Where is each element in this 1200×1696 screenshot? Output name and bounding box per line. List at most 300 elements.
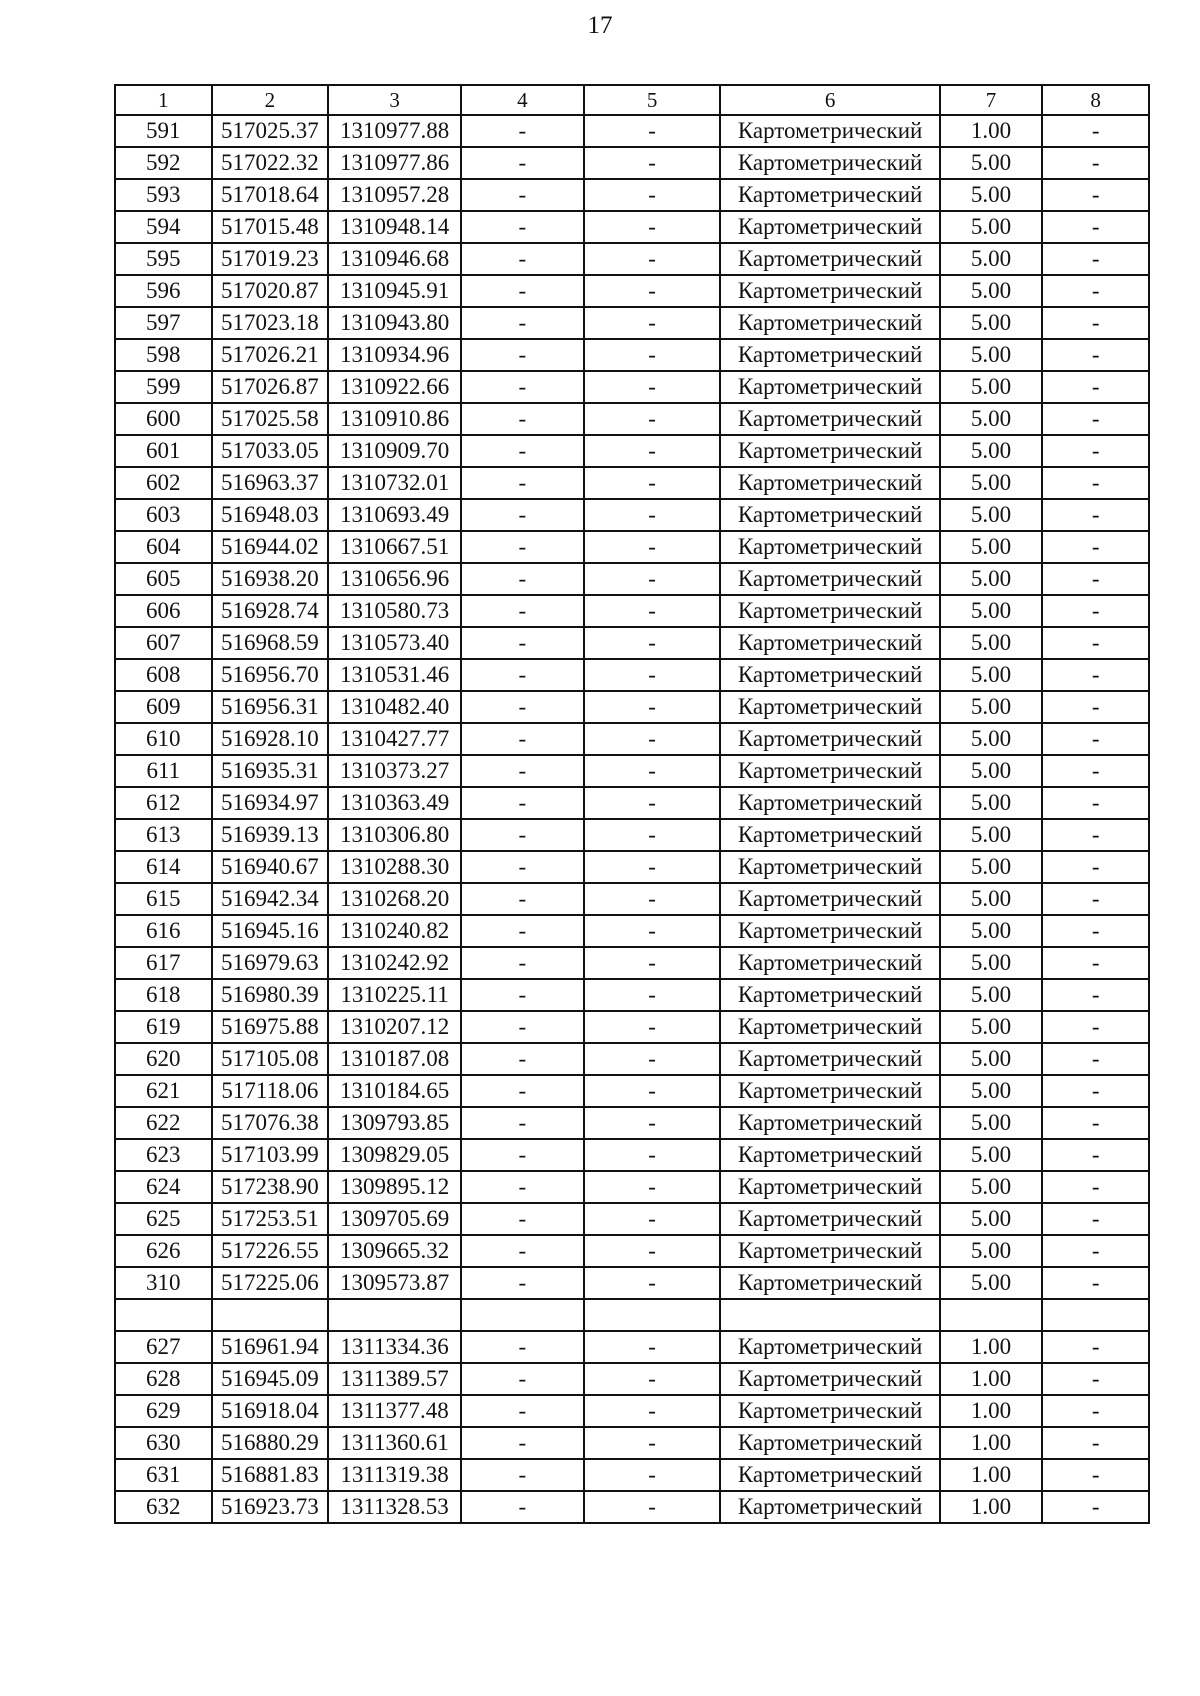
table-row (115, 1427, 1149, 1459)
col8-cell: - (1042, 1267, 1149, 1299)
x-coordinate-cell: 516918.04 (212, 1395, 329, 1427)
method-cell: Картометрический (720, 595, 939, 627)
point-number-cell: 613 (115, 819, 212, 851)
col4-cell: - (461, 403, 584, 435)
point-number-cell: 599 (115, 371, 212, 403)
x-coordinate-cell: 517118.06 (212, 1075, 329, 1107)
accuracy-cell: 5.00 (940, 1011, 1043, 1043)
point-number-cell: 618 (115, 979, 212, 1011)
col5-cell: - (584, 1491, 721, 1523)
point-number-cell: 612 (115, 787, 212, 819)
col4-cell: - (461, 1235, 584, 1267)
y-coordinate-cell: 1309665.32 (328, 1235, 461, 1267)
col5-cell: - (584, 1043, 721, 1075)
method-cell: Картометрический (720, 787, 939, 819)
col8-cell: - (1042, 1011, 1149, 1043)
y-coordinate-cell: 1310240.82 (328, 915, 461, 947)
col5-cell: - (584, 211, 721, 243)
accuracy-cell: 5.00 (940, 531, 1043, 563)
method-cell: Картометрический (720, 819, 939, 851)
method-cell: Картометрический (720, 1363, 939, 1395)
x-coordinate-cell: 517026.21 (212, 339, 329, 371)
col8-cell: - (1042, 1203, 1149, 1235)
accuracy-cell: 5.00 (940, 275, 1043, 307)
x-coordinate-cell: 516934.97 (212, 787, 329, 819)
accuracy-cell: 5.00 (940, 1107, 1043, 1139)
table-row (115, 883, 1149, 915)
accuracy-cell: 5.00 (940, 1235, 1043, 1267)
col8-cell: - (1042, 819, 1149, 851)
x-coordinate-cell: 517018.64 (212, 179, 329, 211)
accuracy-cell: 5.00 (940, 851, 1043, 883)
method-cell: Картометрический (720, 723, 939, 755)
col5-cell: - (584, 723, 721, 755)
method-cell: Картометрический (720, 691, 939, 723)
accuracy-cell: 5.00 (940, 243, 1043, 275)
table-row (115, 435, 1149, 467)
method-cell: Картометрический (720, 179, 939, 211)
method-cell: Картометрический (720, 211, 939, 243)
accuracy-cell: 1.00 (940, 1427, 1043, 1459)
col8-cell: - (1042, 787, 1149, 819)
x-coordinate-cell: 517033.05 (212, 435, 329, 467)
accuracy-cell: 1.00 (940, 1395, 1043, 1427)
y-coordinate-cell: 1310943.80 (328, 307, 461, 339)
y-coordinate-cell: 1311377.48 (328, 1395, 461, 1427)
table-row (115, 179, 1149, 211)
y-coordinate-cell: 1309895.12 (328, 1171, 461, 1203)
table-row (115, 403, 1149, 435)
x-coordinate-cell: 517025.37 (212, 115, 329, 147)
x-coordinate-cell: 516948.03 (212, 499, 329, 531)
point-number-cell: 622 (115, 1107, 212, 1139)
col4-cell: - (461, 1011, 584, 1043)
y-coordinate-cell: 1311389.57 (328, 1363, 461, 1395)
col5-cell: - (584, 115, 721, 147)
col4-cell: - (461, 755, 584, 787)
accuracy-cell: 5.00 (940, 403, 1043, 435)
accuracy-cell: 5.00 (940, 979, 1043, 1011)
col5-cell (584, 1299, 721, 1331)
x-coordinate-cell: 516881.83 (212, 1459, 329, 1491)
method-cell: Картометрический (720, 659, 939, 691)
table-body (115, 115, 1149, 1523)
accuracy-cell: 5.00 (940, 211, 1043, 243)
col8-cell: - (1042, 1491, 1149, 1523)
col4-cell: - (461, 243, 584, 275)
method-cell: Картометрический (720, 115, 939, 147)
col5-cell: - (584, 339, 721, 371)
x-coordinate-cell: 516942.34 (212, 883, 329, 915)
point-number-cell: 591 (115, 115, 212, 147)
y-coordinate-cell: 1309573.87 (328, 1267, 461, 1299)
accuracy-cell: 5.00 (940, 467, 1043, 499)
method-cell: Картометрический (720, 1107, 939, 1139)
accuracy-cell: 5.00 (940, 1267, 1043, 1299)
x-coordinate-cell: 517105.08 (212, 1043, 329, 1075)
accuracy-cell: 5.00 (940, 595, 1043, 627)
point-number-cell: 596 (115, 275, 212, 307)
col8-cell: - (1042, 1075, 1149, 1107)
x-coordinate-cell: 517026.87 (212, 371, 329, 403)
table-row (115, 1491, 1149, 1523)
x-coordinate-cell: 516980.39 (212, 979, 329, 1011)
method-cell: Картометрический (720, 1075, 939, 1107)
col8-cell: - (1042, 1427, 1149, 1459)
col5-cell: - (584, 1171, 721, 1203)
point-number-cell: 621 (115, 1075, 212, 1107)
x-coordinate-cell: 516944.02 (212, 531, 329, 563)
point-number-cell: 594 (115, 211, 212, 243)
accuracy-cell: 5.00 (940, 147, 1043, 179)
col8-cell: - (1042, 211, 1149, 243)
col8-cell: - (1042, 947, 1149, 979)
col4-cell: - (461, 1043, 584, 1075)
y-coordinate-cell: 1310909.70 (328, 435, 461, 467)
point-number-cell: 604 (115, 531, 212, 563)
table-row (115, 115, 1149, 147)
x-coordinate-cell: 516956.31 (212, 691, 329, 723)
y-coordinate-cell: 1310667.51 (328, 531, 461, 563)
y-coordinate-cell: 1310373.27 (328, 755, 461, 787)
col5-cell: - (584, 1075, 721, 1107)
point-number-cell: 617 (115, 947, 212, 979)
table-row (115, 339, 1149, 371)
method-cell: Картометрический (720, 371, 939, 403)
y-coordinate-cell: 1310732.01 (328, 467, 461, 499)
col5-cell: - (584, 467, 721, 499)
col5-cell: - (584, 243, 721, 275)
y-coordinate-cell: 1310945.91 (328, 275, 461, 307)
y-coordinate-cell: 1309793.85 (328, 1107, 461, 1139)
point-number-cell: 601 (115, 435, 212, 467)
col4-cell: - (461, 115, 584, 147)
accuracy-cell: 5.00 (940, 307, 1043, 339)
method-cell: Картометрический (720, 915, 939, 947)
table-row (115, 755, 1149, 787)
method-cell: Картометрический (720, 1427, 939, 1459)
method-cell: Картометрический (720, 1139, 939, 1171)
point-number-cell: 630 (115, 1427, 212, 1459)
col8-cell: - (1042, 563, 1149, 595)
y-coordinate-cell: 1310363.49 (328, 787, 461, 819)
table-header-row (115, 85, 1149, 115)
point-number-cell: 605 (115, 563, 212, 595)
col8-cell (1042, 1299, 1149, 1331)
col5-cell: - (584, 1363, 721, 1395)
col5-cell: - (584, 883, 721, 915)
table-row (115, 915, 1149, 947)
col8-cell: - (1042, 1107, 1149, 1139)
point-number-cell: 600 (115, 403, 212, 435)
accuracy-cell: 5.00 (940, 883, 1043, 915)
method-cell: Картометрический (720, 467, 939, 499)
col5-cell: - (584, 1203, 721, 1235)
method-cell: Картометрический (720, 1171, 939, 1203)
point-number-cell: 609 (115, 691, 212, 723)
accuracy-cell: 5.00 (940, 723, 1043, 755)
point-number-cell: 615 (115, 883, 212, 915)
x-coordinate-cell: 517015.48 (212, 211, 329, 243)
col5-cell: - (584, 1011, 721, 1043)
col8-cell: - (1042, 1331, 1149, 1363)
x-coordinate-cell: 517238.90 (212, 1171, 329, 1203)
x-coordinate-cell: 517022.32 (212, 147, 329, 179)
col8-cell: - (1042, 147, 1149, 179)
col8-cell: - (1042, 1235, 1149, 1267)
table-row (115, 595, 1149, 627)
column-header: 2 (212, 85, 329, 115)
column-header: 1 (115, 85, 212, 115)
col4-cell: - (461, 211, 584, 243)
y-coordinate-cell: 1310306.80 (328, 819, 461, 851)
col5-cell: - (584, 147, 721, 179)
col5-cell: - (584, 1235, 721, 1267)
point-number-cell: 310 (115, 1267, 212, 1299)
accuracy-cell: 5.00 (940, 659, 1043, 691)
point-number-cell: 607 (115, 627, 212, 659)
col4-cell: - (461, 531, 584, 563)
col8-cell: - (1042, 307, 1149, 339)
col5-cell: - (584, 499, 721, 531)
table-row (115, 499, 1149, 531)
x-coordinate-cell: 516928.74 (212, 595, 329, 627)
x-coordinate-cell: 517019.23 (212, 243, 329, 275)
point-number-cell: 606 (115, 595, 212, 627)
col5-cell: - (584, 947, 721, 979)
x-coordinate-cell: 516968.59 (212, 627, 329, 659)
point-number-cell: 595 (115, 243, 212, 275)
col4-cell: - (461, 979, 584, 1011)
col5-cell: - (584, 563, 721, 595)
accuracy-cell: 5.00 (940, 787, 1043, 819)
col8-cell: - (1042, 531, 1149, 563)
point-number-cell: 598 (115, 339, 212, 371)
accuracy-cell: 5.00 (940, 947, 1043, 979)
col8-cell: - (1042, 403, 1149, 435)
table-row (115, 1139, 1149, 1171)
point-number-cell: 628 (115, 1363, 212, 1395)
col4-cell: - (461, 1267, 584, 1299)
point-number-cell: 624 (115, 1171, 212, 1203)
col4-cell: - (461, 499, 584, 531)
y-coordinate-cell: 1310580.73 (328, 595, 461, 627)
method-cell: Картометрический (720, 755, 939, 787)
method-cell: Картометрический (720, 339, 939, 371)
point-number-cell: 620 (115, 1043, 212, 1075)
col8-cell: - (1042, 1171, 1149, 1203)
method-cell: Картометрический (720, 627, 939, 659)
y-coordinate-cell: 1310977.86 (328, 147, 461, 179)
col5-cell: - (584, 787, 721, 819)
table-row (115, 1235, 1149, 1267)
accuracy-cell: 5.00 (940, 915, 1043, 947)
table-row (115, 1363, 1149, 1395)
point-number-cell: 632 (115, 1491, 212, 1523)
y-coordinate-cell: 1310977.88 (328, 115, 461, 147)
point-number-cell: 623 (115, 1139, 212, 1171)
col5-cell: - (584, 403, 721, 435)
x-coordinate-cell: 516940.67 (212, 851, 329, 883)
x-coordinate-cell: 516923.73 (212, 1491, 329, 1523)
col5-cell: - (584, 595, 721, 627)
x-coordinate-cell (212, 1299, 329, 1331)
accuracy-cell: 5.00 (940, 499, 1043, 531)
x-coordinate-cell: 517076.38 (212, 1107, 329, 1139)
table-row (115, 1203, 1149, 1235)
col4-cell: - (461, 467, 584, 499)
col4-cell: - (461, 1491, 584, 1523)
method-cell: Картометрический (720, 1331, 939, 1363)
y-coordinate-cell: 1311328.53 (328, 1491, 461, 1523)
col5-cell: - (584, 179, 721, 211)
table-row (115, 1267, 1149, 1299)
col4-cell: - (461, 1395, 584, 1427)
method-cell: Картометрический (720, 1395, 939, 1427)
y-coordinate-cell: 1310242.92 (328, 947, 461, 979)
method-cell: Картометрический (720, 1011, 939, 1043)
x-coordinate-cell: 516945.09 (212, 1363, 329, 1395)
col5-cell: - (584, 627, 721, 659)
col5-cell: - (584, 307, 721, 339)
table-row (115, 691, 1149, 723)
y-coordinate-cell: 1311319.38 (328, 1459, 461, 1491)
x-coordinate-cell: 517023.18 (212, 307, 329, 339)
table-separator-row (115, 1299, 1149, 1331)
col4-cell: - (461, 179, 584, 211)
point-number-cell: 625 (115, 1203, 212, 1235)
method-cell: Картометрический (720, 243, 939, 275)
col5-cell: - (584, 435, 721, 467)
column-header: 3 (328, 85, 461, 115)
col8-cell: - (1042, 339, 1149, 371)
col8-cell: - (1042, 435, 1149, 467)
table-row (115, 211, 1149, 243)
table-row (115, 563, 1149, 595)
column-header: 8 (1042, 85, 1149, 115)
y-coordinate-cell: 1311360.61 (328, 1427, 461, 1459)
accuracy-cell: 5.00 (940, 755, 1043, 787)
col5-cell: - (584, 1139, 721, 1171)
col5-cell: - (584, 659, 721, 691)
accuracy-cell: 5.00 (940, 1139, 1043, 1171)
col5-cell: - (584, 1459, 721, 1491)
table-row (115, 1011, 1149, 1043)
col5-cell: - (584, 371, 721, 403)
column-header: 5 (584, 85, 721, 115)
table-row (115, 1043, 1149, 1075)
col8-cell: - (1042, 467, 1149, 499)
method-cell: Картометрический (720, 307, 939, 339)
col5-cell: - (584, 851, 721, 883)
col5-cell: - (584, 915, 721, 947)
col8-cell: - (1042, 1395, 1149, 1427)
col4-cell: - (461, 1139, 584, 1171)
x-coordinate-cell: 517226.55 (212, 1235, 329, 1267)
col8-cell: - (1042, 115, 1149, 147)
accuracy-cell: 1.00 (940, 1491, 1043, 1523)
y-coordinate-cell: 1310268.20 (328, 883, 461, 915)
point-number-cell: 616 (115, 915, 212, 947)
col4-cell: - (461, 147, 584, 179)
col4-cell: - (461, 819, 584, 851)
accuracy-cell: 5.00 (940, 819, 1043, 851)
method-cell: Картометрический (720, 275, 939, 307)
col8-cell: - (1042, 723, 1149, 755)
col5-cell: - (584, 1107, 721, 1139)
table-row (115, 243, 1149, 275)
point-number-cell: 619 (115, 1011, 212, 1043)
col4-cell: - (461, 1459, 584, 1491)
col5-cell: - (584, 979, 721, 1011)
point-number-cell: 626 (115, 1235, 212, 1267)
col5-cell: - (584, 819, 721, 851)
x-coordinate-cell: 517103.99 (212, 1139, 329, 1171)
col4-cell: - (461, 851, 584, 883)
y-coordinate-cell: 1309829.05 (328, 1139, 461, 1171)
y-coordinate-cell: 1310693.49 (328, 499, 461, 531)
col4-cell: - (461, 1203, 584, 1235)
x-coordinate-cell: 516963.37 (212, 467, 329, 499)
column-header: 7 (940, 85, 1043, 115)
col8-cell: - (1042, 595, 1149, 627)
accuracy-cell (940, 1299, 1043, 1331)
col8-cell: - (1042, 179, 1149, 211)
x-coordinate-cell: 516938.20 (212, 563, 329, 595)
method-cell: Картометрический (720, 851, 939, 883)
table-row (115, 947, 1149, 979)
col5-cell: - (584, 1331, 721, 1363)
table-row (115, 1331, 1149, 1363)
x-coordinate-cell: 517225.06 (212, 1267, 329, 1299)
col4-cell: - (461, 659, 584, 691)
point-number-cell: 603 (115, 499, 212, 531)
x-coordinate-cell: 516945.16 (212, 915, 329, 947)
y-coordinate-cell: 1310225.11 (328, 979, 461, 1011)
y-coordinate-cell: 1310427.77 (328, 723, 461, 755)
y-coordinate-cell: 1310573.40 (328, 627, 461, 659)
accuracy-cell: 5.00 (940, 339, 1043, 371)
point-number-cell: 592 (115, 147, 212, 179)
accuracy-cell: 5.00 (940, 1043, 1043, 1075)
method-cell: Картометрический (720, 1267, 939, 1299)
col4-cell: - (461, 1427, 584, 1459)
table-row (115, 1107, 1149, 1139)
method-cell: Картометрический (720, 883, 939, 915)
y-coordinate-cell: 1310957.28 (328, 179, 461, 211)
point-number-cell: 614 (115, 851, 212, 883)
y-coordinate-cell: 1310531.46 (328, 659, 461, 691)
y-coordinate-cell: 1310948.14 (328, 211, 461, 243)
col4-cell: - (461, 563, 584, 595)
method-cell (720, 1299, 939, 1331)
method-cell: Картометрический (720, 1203, 939, 1235)
accuracy-cell: 5.00 (940, 563, 1043, 595)
point-number-cell: 631 (115, 1459, 212, 1491)
col8-cell: - (1042, 755, 1149, 787)
col4-cell: - (461, 627, 584, 659)
method-cell: Картометрический (720, 499, 939, 531)
col5-cell: - (584, 1427, 721, 1459)
col5-cell: - (584, 755, 721, 787)
method-cell: Картометрический (720, 147, 939, 179)
x-coordinate-cell: 516979.63 (212, 947, 329, 979)
table-row (115, 467, 1149, 499)
x-coordinate-cell: 516939.13 (212, 819, 329, 851)
y-coordinate-cell: 1310482.40 (328, 691, 461, 723)
col8-cell: - (1042, 1139, 1149, 1171)
col4-cell: - (461, 307, 584, 339)
